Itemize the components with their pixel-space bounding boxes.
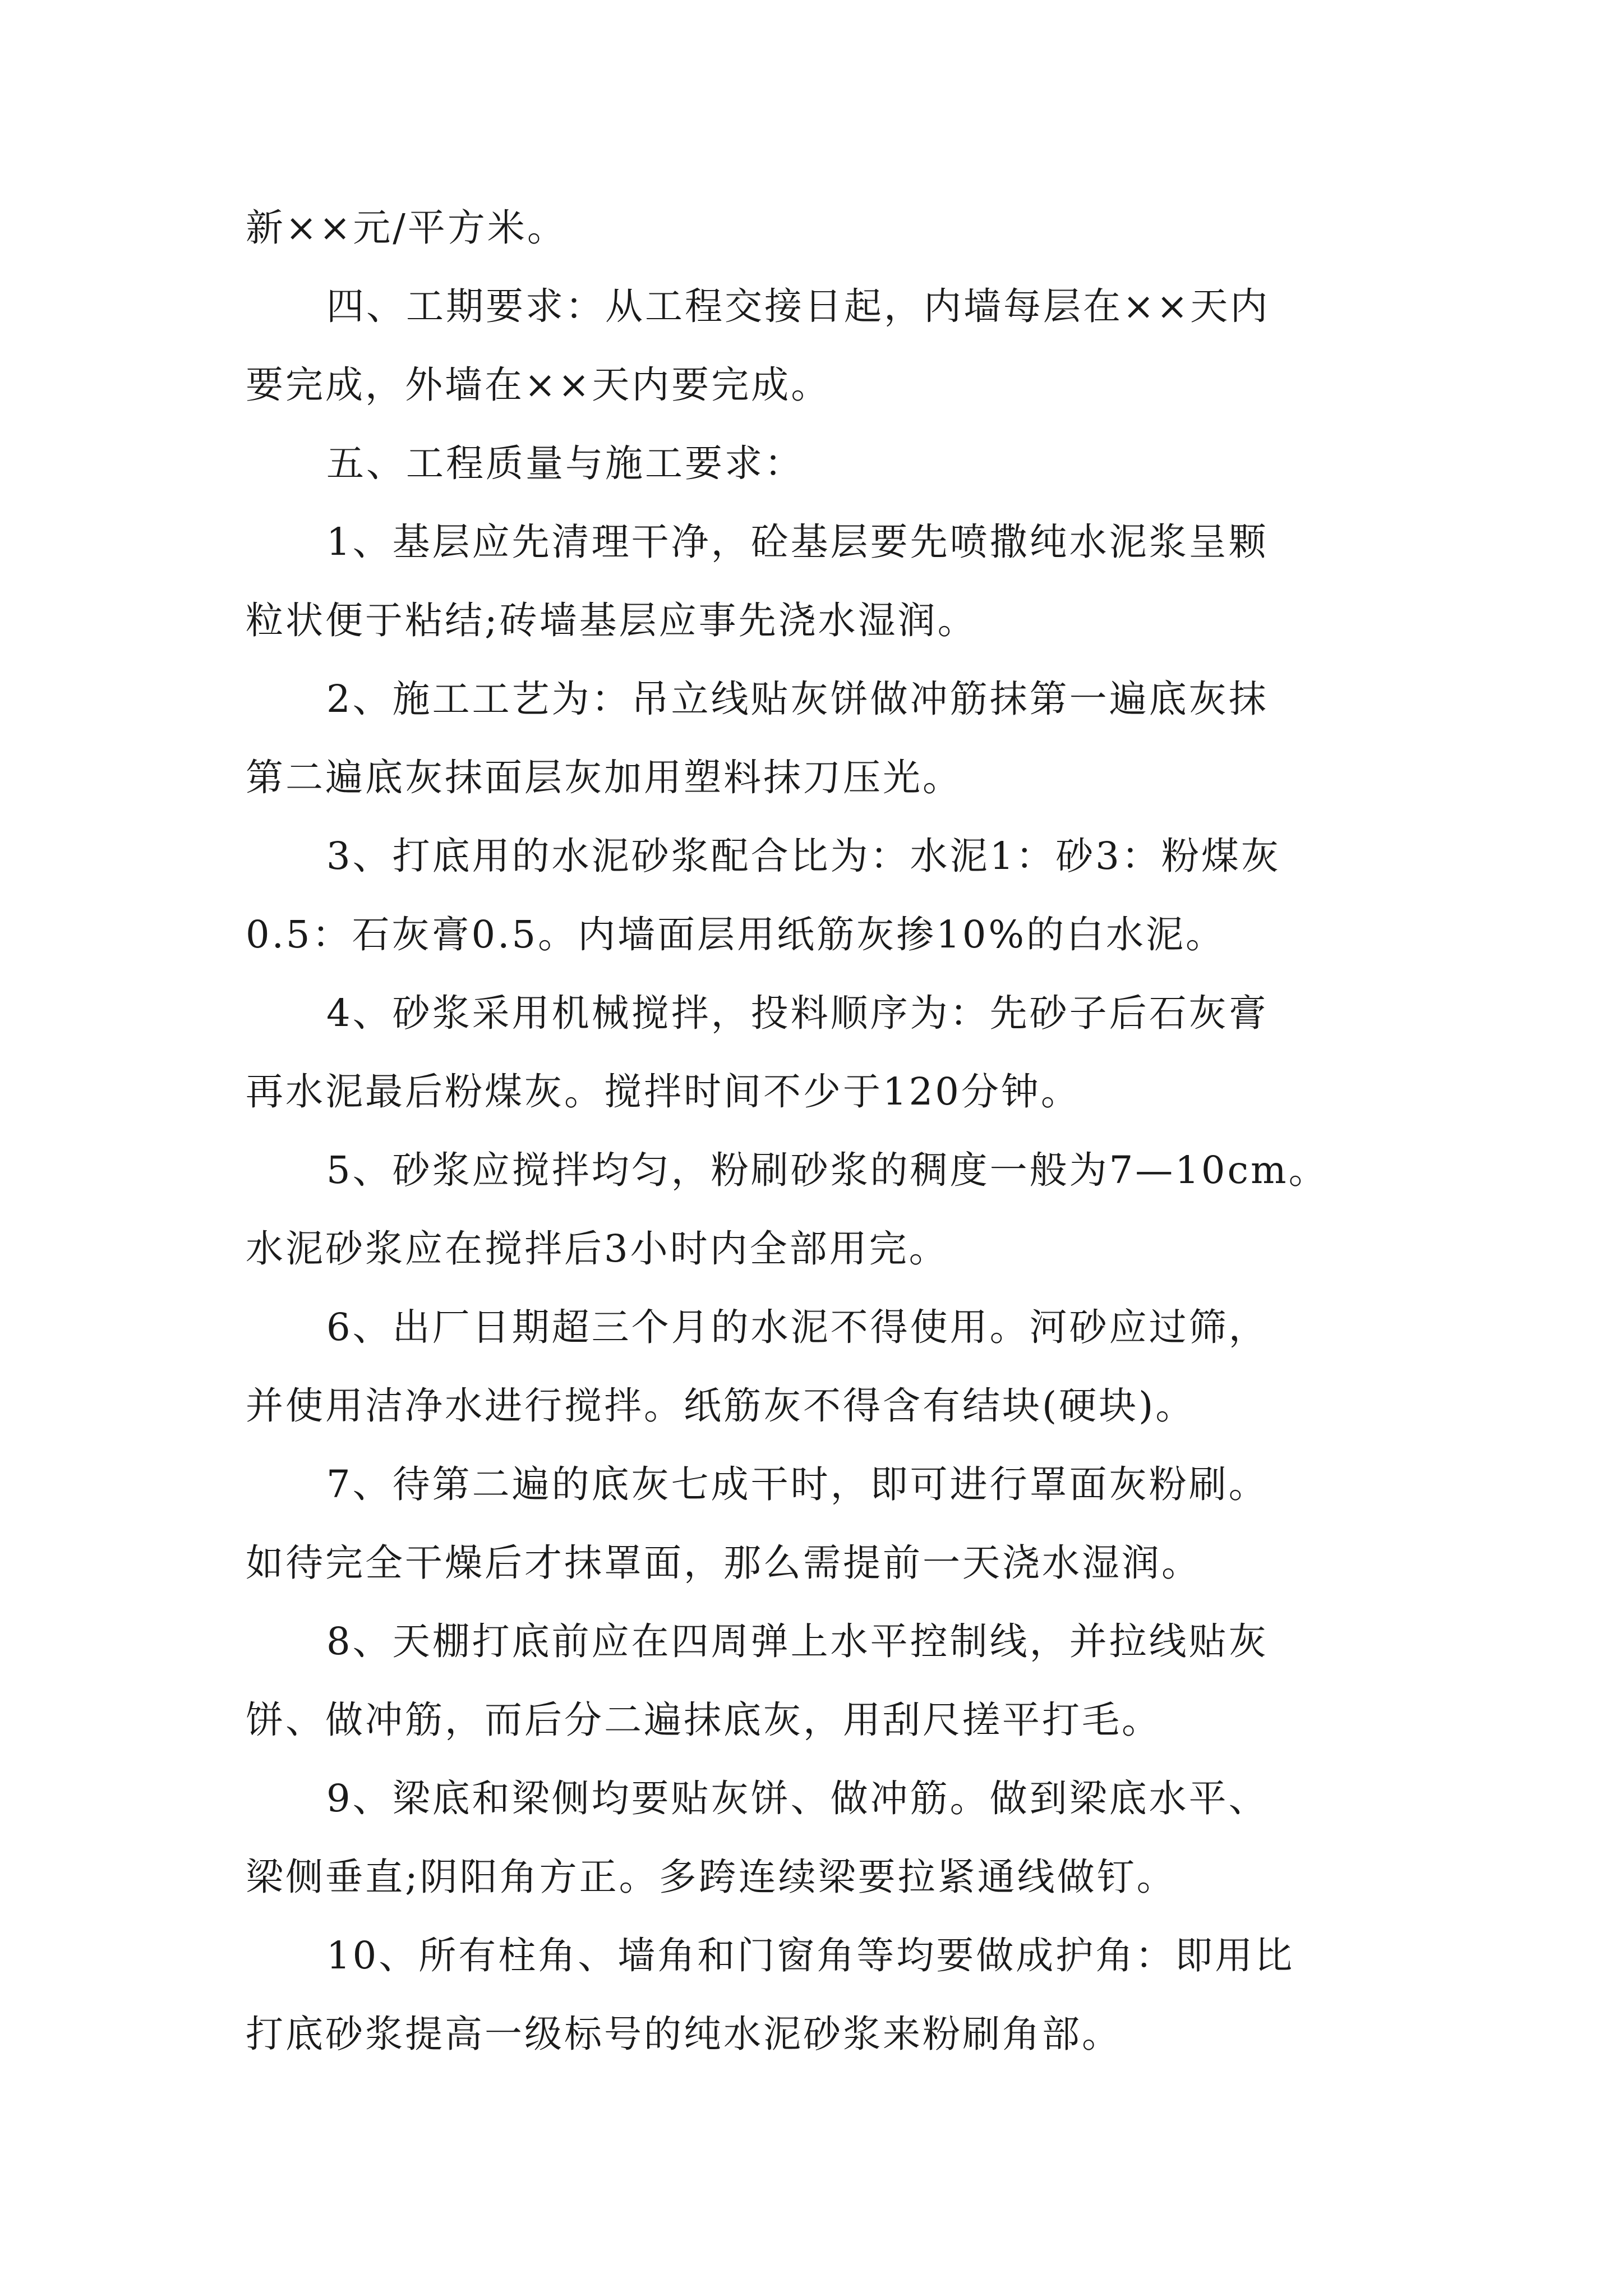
text-line: 要完成，外墙在××天内要完成。 xyxy=(246,363,831,407)
text-line: 饼、做冲筋，而后分二遍抹底灰，用刮尺搓平打毛。 xyxy=(246,1698,1161,1742)
text-line: 第二遍底灰抹面层灰加用塑料抹刀压光。 xyxy=(246,756,962,799)
list-item-start: 7、待第二遍的底灰七成干时，即可进行罩面灰粉刷。 xyxy=(326,1462,1269,1506)
list-item-start: 1、基层应先清理干净，砼基层要先喷撒纯水泥浆呈颗 xyxy=(326,520,1269,564)
list-item-start: 10、所有柱角、墙角和门窗角等均要做成护角：即用比 xyxy=(326,1934,1295,1977)
text-line: 水泥砂浆应在搅拌后3小时内全部用完。 xyxy=(246,1227,949,1271)
list-item-start: 4、砂浆采用机械搅拌，投料顺序为：先砂子后石灰膏 xyxy=(326,991,1269,1035)
list-item-start: 8、天棚打底前应在四周弹上水平控制线，并拉线贴灰 xyxy=(326,1619,1269,1663)
text-line: 0.5：石灰膏0.5。内墙面层用纸筋灰掺10%的白水泥。 xyxy=(246,913,1226,956)
section-heading: 五、工程质量与施工要求： xyxy=(326,441,804,485)
list-item-start: 6、出厂日期超三个月的水泥不得使用。河砂应过筛， xyxy=(326,1305,1269,1349)
text-line: 并使用洁净水进行搅拌。纸筋灰不得含有结块(硬块)。 xyxy=(246,1384,1196,1428)
text-line: 梁侧垂直;阴阳角方正。多跨连续梁要拉紧通线做钉。 xyxy=(246,1855,1177,1899)
list-item-start: 9、梁底和梁侧均要贴灰饼、做冲筋。做到梁底水平、 xyxy=(326,1777,1269,1820)
list-item-start: 2、施工工艺为：吊立线贴灰饼做冲筋抹第一遍底灰抹 xyxy=(326,677,1269,721)
text-line: 如待完全干燥后才抹罩面，那么需提前一天浇水湿润。 xyxy=(246,1541,1201,1585)
text-line: 打底砂浆提高一级标号的纯水泥砂浆来粉刷角部。 xyxy=(246,2012,1122,2056)
list-item-start: 3、打底用的水泥砂浆配合比为：水泥1：砂3：粉煤灰 xyxy=(326,834,1281,878)
section-heading: 四、工期要求：从工程交接日起，内墙每层在××天内 xyxy=(326,284,1270,328)
list-item-start: 5、砂浆应搅拌均匀，粉刷砂浆的稠度一般为7—10cm。 xyxy=(326,1148,1329,1192)
document-body xyxy=(246,188,1384,2073)
text-line: 再水泥最后粉煤灰。搅拌时间不少于120分钟。 xyxy=(246,1070,1081,1114)
text-line: 粒状便于粘结;砖墙基层应事先浇水湿润。 xyxy=(246,599,978,642)
text-line: 新××元/平方米。 xyxy=(246,206,567,250)
